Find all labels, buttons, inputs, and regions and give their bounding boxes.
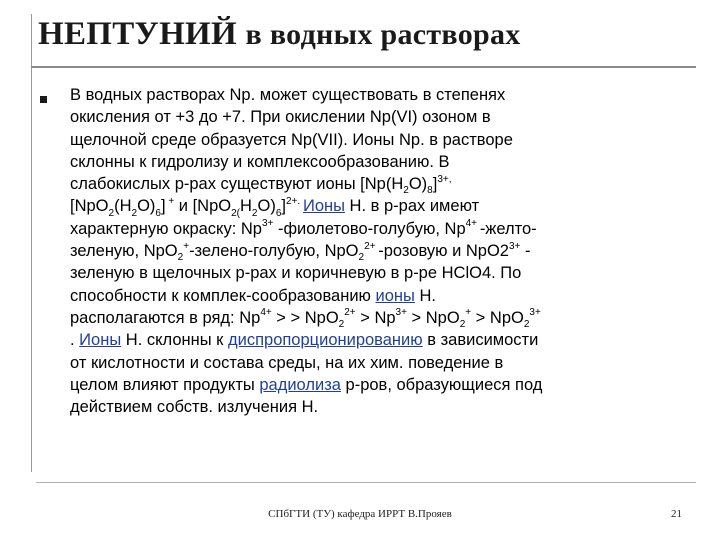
footer-credit: СПбГТИ (ТУ) кафедра ИРРТ В.Прояев	[268, 508, 452, 520]
title-underline	[31, 66, 696, 68]
link-iony[interactable]: ионы	[375, 286, 415, 305]
body-line: В водных растворах Np. может существовать в степенях	[70, 86, 506, 104]
page-number: 21	[671, 508, 682, 520]
body-line: характерную окраску: $Np^{3+}$ -фиолетово-голубую, $Np^{4+}$ -желто-	[70, 218, 537, 238]
body-line: целом влияют продукты радиолиза р-ров, образующиеся под	[70, 375, 543, 394]
link-iony[interactable]: Ионы	[79, 331, 122, 350]
bullet-square-icon	[40, 96, 47, 103]
link-iony[interactable]: Ионы	[302, 197, 345, 216]
body-line: . Ионы Н. склонны к диспропорционированию в зависимости	[70, 331, 539, 350]
body-line: зеленую в щелочных р-рах и коричневую в р-ре HClO4. По	[70, 264, 522, 283]
body-line: от кислотности и состава среды, на их хим. поведение в	[70, 353, 504, 372]
body-line: слабокислых р-рах существуют ионы $[Np(H_2O)_8]^{3+,}$	[70, 173, 452, 197]
title-main: НЕПТУНИЙ	[38, 16, 237, 52]
slide-title	[38, 16, 521, 53]
body-line: способности к комплек-сообразованию ионы Н.	[70, 286, 436, 305]
footer-rule	[36, 482, 696, 483]
title-rest: в водных растворах	[245, 18, 521, 51]
body-line: располагаются в ряд: $Np^{4+}$ > > $NpO_2^{2+} > Np^{3+} > NpO_2^+ > NpO_2^{3+}$	[70, 307, 541, 331]
body-line: действием собств. излучения Н.	[70, 398, 319, 417]
body-line: щелочной среде образуется Np(VII). Ионы Np. в растворе	[70, 130, 513, 149]
body-line: $[NpO_2(H_2O)_6]$ + и $[NpO_{2(}H_2O)_6]^{2+.}$ Ионы Н. в р-рах имеют	[70, 195, 480, 219]
body-line: склонны к гидролизу и комплексообразованию. В	[70, 152, 450, 171]
link-disproportionation[interactable]: диспропорционированию	[227, 331, 423, 350]
left-vertical-rule	[31, 14, 32, 472]
body-paragraph	[70, 84, 710, 418]
body-line: окисления от +3 до +7. При окислении Np(VI) озоном в	[70, 108, 491, 127]
body-line: зеленую, NpO$_2$+-зелено-голубую, NpO$_2^{2+}$ -розовую и $NpO2^{3+}$ -	[70, 240, 531, 264]
link-radiolysis[interactable]: радиолиза	[259, 375, 341, 394]
